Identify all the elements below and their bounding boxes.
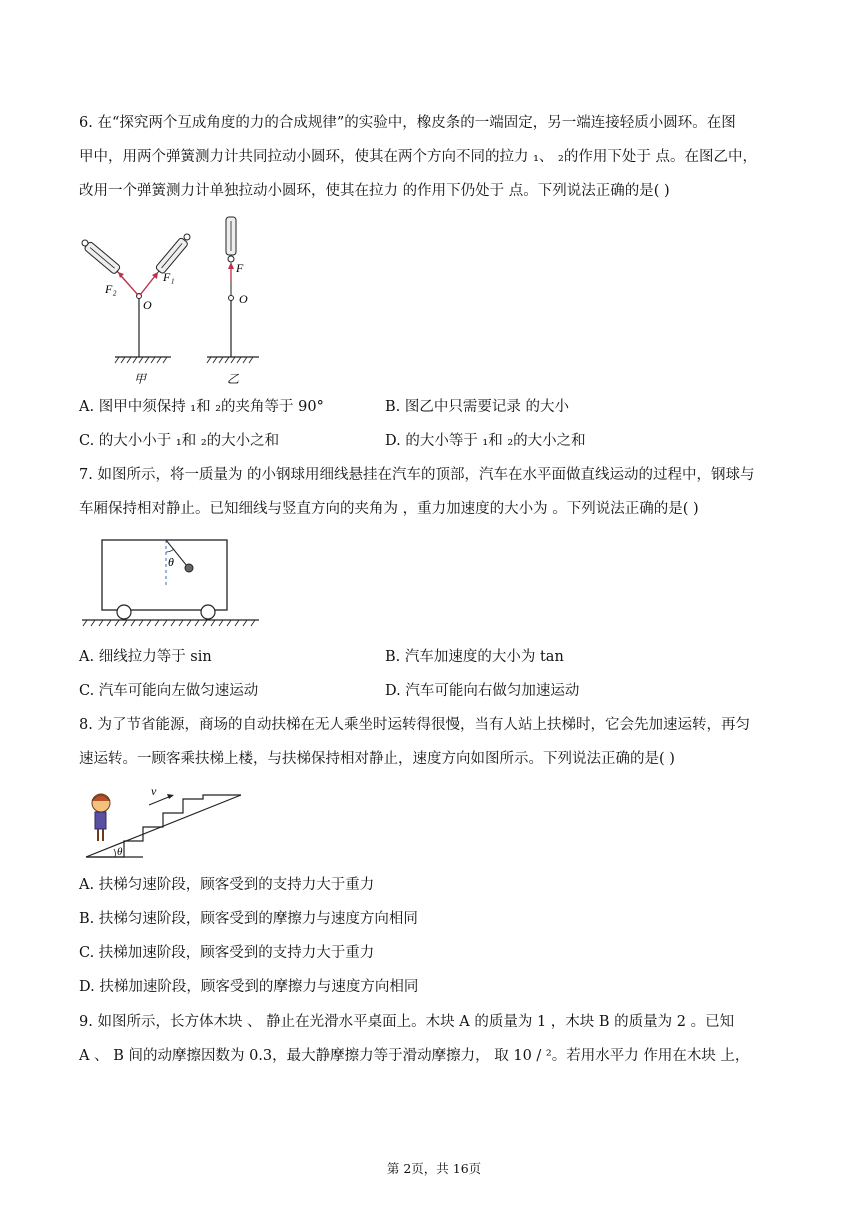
q6-option-b: B. 图乙中只需要记录 的大小	[385, 399, 569, 415]
theta-label: θ	[168, 555, 174, 569]
caption-jia: 甲	[134, 372, 147, 386]
q6-figure	[79, 215, 279, 385]
q7-option-d: D. 汽车可能向右做匀加速运动	[385, 683, 580, 699]
q6-option-a: A. 图甲中须保持 ₁和 ₂的夹角等于 90°	[79, 399, 324, 415]
q8-figure	[79, 783, 249, 863]
q9-line-2: A 、 B 间的动摩擦因数为 0.3，最大静摩擦力等于滑动摩擦力， 取 10 / ²。若用水平力 作用在木块 上，	[79, 1048, 750, 1064]
q9-line-1: 9. 如图所示，长方体木块 、 静止在光滑水平桌面上。木块 A 的质量为 1 ，木块 B 的质量为 2 。已知	[79, 1014, 735, 1030]
q8-option-c: C. 扶梯加速阶段，顾客受到的支持力大于重力	[79, 945, 375, 961]
q7-line-1: 7. 如图所示，将一质量为 的小钢球用细线悬挂在汽车的顶部，汽车在水平面做直线运动的过程中，钢球与	[79, 467, 755, 483]
q6-option-c: C. 的大小小于 ₁和 ₂的大小之和	[79, 433, 280, 449]
q8-line-1: 8. 为了节省能源，商场的自动扶梯在无人乘坐时运转得很慢，当有人站上扶梯时，它会先加速运转，再匀	[79, 717, 750, 733]
q8-option-d: D. 扶梯加速阶段，顾客受到的摩擦力与速度方向相同	[79, 979, 419, 995]
caption-yi: 乙	[227, 372, 240, 386]
label-f: F	[236, 261, 244, 275]
q6-line-1: 6. 在“探究两个互成角度的力的合成规律”的实验中，橡皮条的一端固定，另一端连接轻质小圆环。在图	[79, 115, 736, 131]
q7-option-c: C. 汽车可能向左做匀速运动	[79, 683, 259, 699]
velocity-label: v	[151, 784, 157, 798]
label-f1: F₁	[163, 270, 175, 284]
label-f2: F₂	[105, 282, 117, 296]
q7-option-b: B. 汽车加速度的大小为 tan	[385, 649, 564, 665]
q7-option-a: A. 细线拉力等于 sin	[79, 649, 212, 665]
q6-option-d: D. 的大小等于 ₁和 ₂的大小之和	[385, 433, 586, 449]
label-o: O	[143, 298, 152, 312]
q6-line-2: 甲中，用两个弹簧测力计共同拉动小圆环，使其在两个方向不同的拉力 ₁、 ₂的作用下处于 点。在图乙中，	[79, 149, 757, 165]
theta-label-2: θ	[117, 846, 123, 858]
q8-line-2: 速运转。一顾客乘扶梯上楼，与扶梯保持相对静止，速度方向如图所示。下列说法正确的是( )	[79, 751, 675, 767]
q7-line-2: 车厢保持相对静止。已知细线与竖直方向的夹角为 ，重力加速度的大小为 。下列说法正确的是( )	[79, 501, 699, 517]
page-footer: 第 2页，共 16页	[386, 1161, 482, 1176]
label-o-2: O	[239, 292, 248, 306]
q8-option-a: A. 扶梯匀速阶段，顾客受到的支持力大于重力	[79, 877, 375, 893]
q6-line-3: 改用一个弹簧测力计单独拉动小圆环，使其在拉力 的作用下仍处于 点。下列说法正确的是( )	[79, 183, 670, 199]
q8-option-b: B. 扶梯匀速阶段，顾客受到的摩擦力与速度方向相同	[79, 911, 418, 927]
q7-figure	[79, 534, 279, 634]
